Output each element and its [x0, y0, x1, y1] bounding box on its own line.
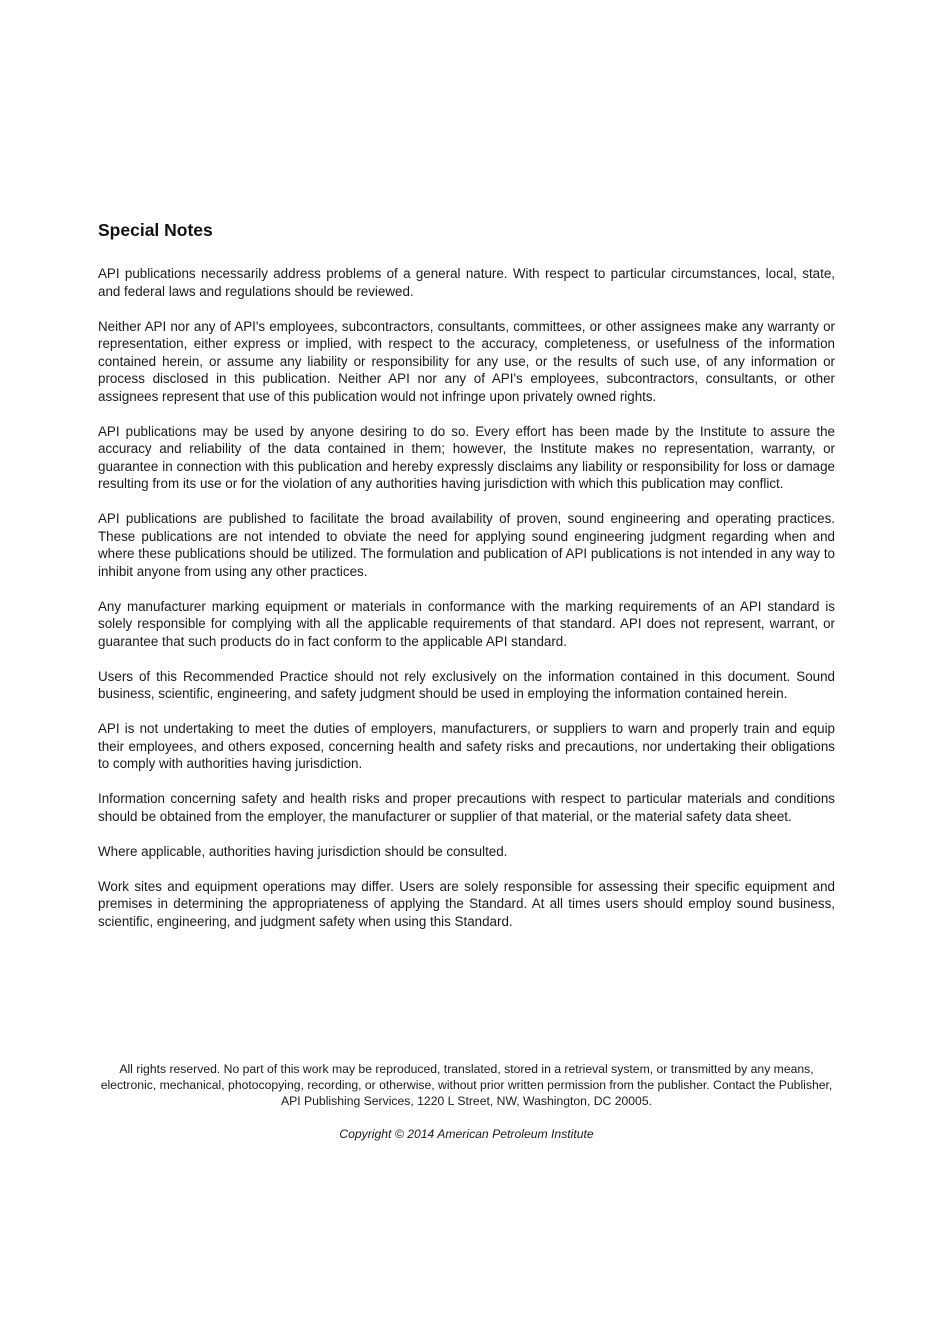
notes-paragraph: Information concerning safety and health risks and proper precautions with respect to particular materials and conditions should be obtained from the employer, the manufacturer or supplier of that material, or the material safety data sheet. — [98, 791, 835, 824]
notes-paragraph: Users of this Recommended Practice should not rely exclusively on the information contained in this document. Sound business, scientific, engineering, and safety judgment should be used in employing the information contained herein. — [98, 668, 835, 701]
page-title: Special Notes — [98, 220, 213, 240]
notes-paragraph: Where applicable, authorities having jurisdiction should be consulted. — [98, 843, 508, 859]
notes-paragraph: Neither API nor any of API's employees, subcontractors, consultants, committees, or other assignees make any warranty or representation, either express or implied, with respect to the accuracy, completeness, or usefulness of the information contained herein, or assume any liability or responsibility for any use, or the results of such use, of any information or process disclosed in this publication. Neither API nor any of API's employees, subcontractors, consultants, or other assignees represent that use of this publication would not infringe upon privately owned rights. — [98, 318, 835, 404]
page-footer — [98, 1062, 835, 1142]
notes-body — [98, 265, 835, 948]
notes-paragraph: API publications may be used by anyone desiring to do so. Every effort has been made by the Institute to assure the accuracy and reliability of the data contained in them; however, the Institute makes no representation, warranty, or guarantee in connection with this publication and hereby expressly disclaims any liability or responsibility for loss or damage resulting from its use or for the violation of any authorities having jurisdiction with which this publication may conflict. — [98, 423, 835, 491]
notes-paragraph: API publications necessarily address problems of a general nature. With respect to particular circumstances, local, state, and federal laws and regulations should be reviewed. — [98, 266, 835, 299]
rights-notice: All rights reserved. No part of this work may be reproduced, translated, stored in a retrieval system, or transmitted by any means, electronic, mechanical, photocopying, recording, or otherwise, without prior written permission from the publisher. Contact the Publisher, API Publishing Services, 1220 L Street, NW, Washington, DC 20005. — [100, 1062, 833, 1108]
notes-paragraph: API publications are published to facilitate the broad availability of proven, sound engineering and operating practices. These publications are not intended to obviate the need for applying sound engineering judgment regarding when and where these publications should be utilized. The formulation and publication of API publications is not intended in any way to inhibit anyone from using any other practices. — [98, 511, 835, 579]
notes-paragraph: Work sites and equipment operations may differ. Users are solely responsible for assessing their specific equipment and premises in determining the appropriateness of applying the Standard. At all times users should employ sound business, scientific, engineering, and judgment safety when using this Standard. — [98, 878, 835, 929]
notes-paragraph: Any manufacturer marking equipment or materials in conformance with the marking requirements of an API standard is solely responsible for complying with all the applicable requirements of that standard. API does not represent, warrant, or guarantee that such products do in fact conform to the applicable API standard. — [98, 598, 835, 649]
copyright-notice: Copyright © 2014 American Petroleum Institute — [339, 1126, 594, 1141]
notes-paragraph: API is not undertaking to meet the duties of employers, manufacturers, or suppliers to warn and properly train and equip their employees, and others exposed, concerning health and safety risks and precautions, nor undertaking their obligations to comply with authorities having jurisdiction. — [98, 721, 835, 771]
